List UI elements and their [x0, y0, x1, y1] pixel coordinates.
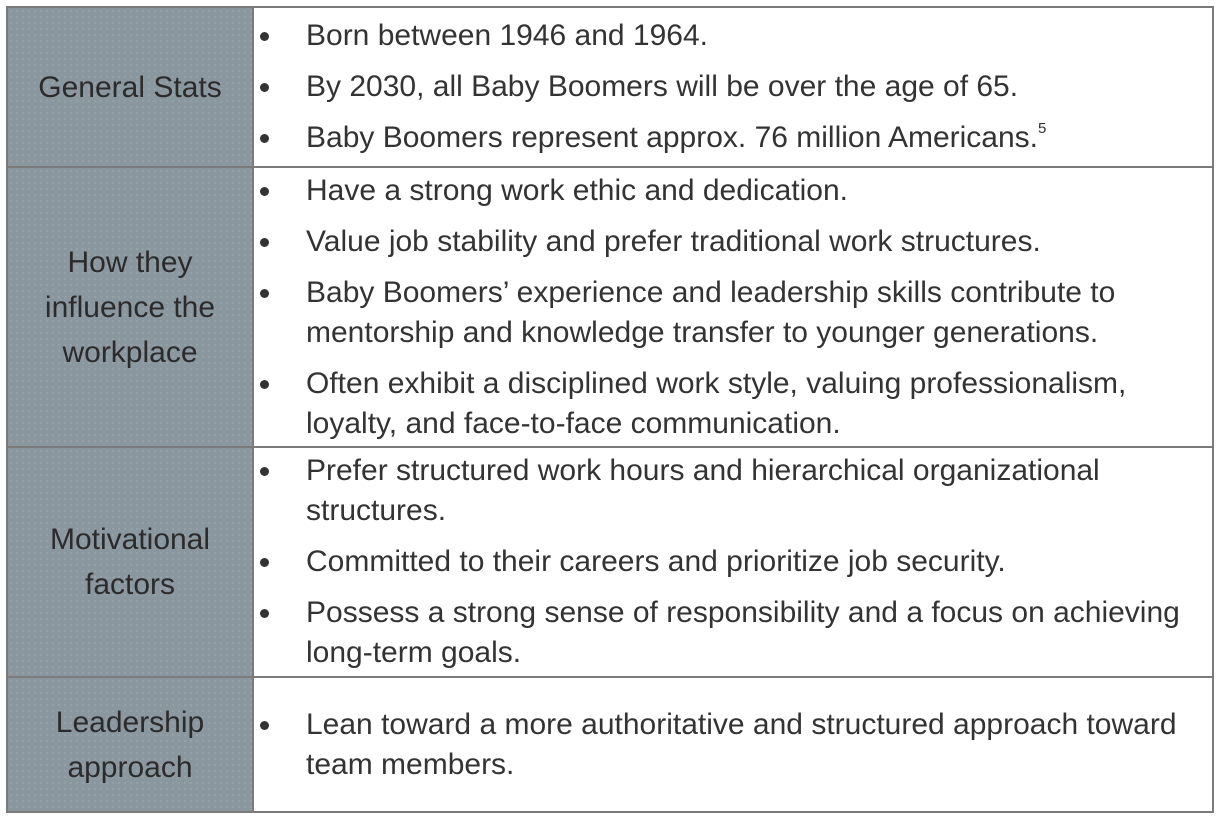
list-item: Value job stability and prefer traditional work structures.: [254, 222, 1212, 262]
table-row-leadership-approach: [7, 677, 1213, 812]
list-item: Committed to their careers and prioritize job security.: [254, 542, 1212, 582]
bullet-list: [254, 705, 1212, 785]
bullet-icon: [260, 467, 269, 476]
bullet-list: [254, 171, 1212, 444]
row-content-motivational-factors: [253, 447, 1213, 677]
row-label-workplace-influence: How they influence the workplace: [7, 167, 253, 447]
bullet-icon: [260, 721, 269, 730]
bullet-icon: [260, 32, 269, 41]
list-item: Prefer structured work hours and hierarchical organizational structures.: [254, 451, 1212, 531]
row-label-leadership-approach: Leadership approach: [7, 677, 253, 812]
bullet-icon: [260, 558, 269, 567]
row-content-workplace-influence: [253, 167, 1213, 447]
list-item: Often exhibit a disciplined work style, valuing professionalism, loyalty, and face-to-face communication.: [254, 364, 1212, 444]
list-item: Born between 1946 and 1964.: [254, 16, 1212, 56]
list-item: Baby Boomers represent approx. 76 million Americans.$^5$: [254, 118, 1212, 158]
table-row-workplace-influence: [7, 167, 1213, 447]
bullet-icon: [260, 238, 269, 247]
footnote-marker: 5: [1038, 120, 1047, 137]
row-content-leadership-approach: [253, 677, 1213, 812]
list-item: Lean toward a more authoritative and structured approach toward team members.: [254, 705, 1212, 785]
bullet-list: [254, 451, 1212, 673]
list-item: Possess a strong sense of responsibility and a focus on achieving long-term goals.: [254, 593, 1212, 673]
bullet-icon: [260, 187, 269, 196]
bullet-icon: [260, 134, 269, 143]
table-row-motivational-factors: [7, 447, 1213, 677]
bullet-icon: [260, 83, 269, 92]
bullet-icon: [260, 609, 269, 618]
list-item: By 2030, all Baby Boomers will be over the age of 65.: [254, 67, 1212, 107]
table-row-general-stats: [7, 7, 1213, 167]
row-label-motivational-factors: Motivational factors: [7, 447, 253, 677]
row-content-general-stats: [253, 7, 1213, 167]
row-label-general-stats: General Stats: [7, 7, 253, 167]
list-item: Have a strong work ethic and dedication.: [254, 171, 1212, 211]
generation-info-table: [6, 6, 1214, 813]
bullet-icon: [260, 380, 269, 389]
bullet-list: [254, 16, 1212, 158]
bullet-icon: [260, 289, 269, 298]
list-item: Baby Boomers’ experience and leadership skills contribute to mentorship and knowledge transfer to younger generations.: [254, 273, 1212, 353]
